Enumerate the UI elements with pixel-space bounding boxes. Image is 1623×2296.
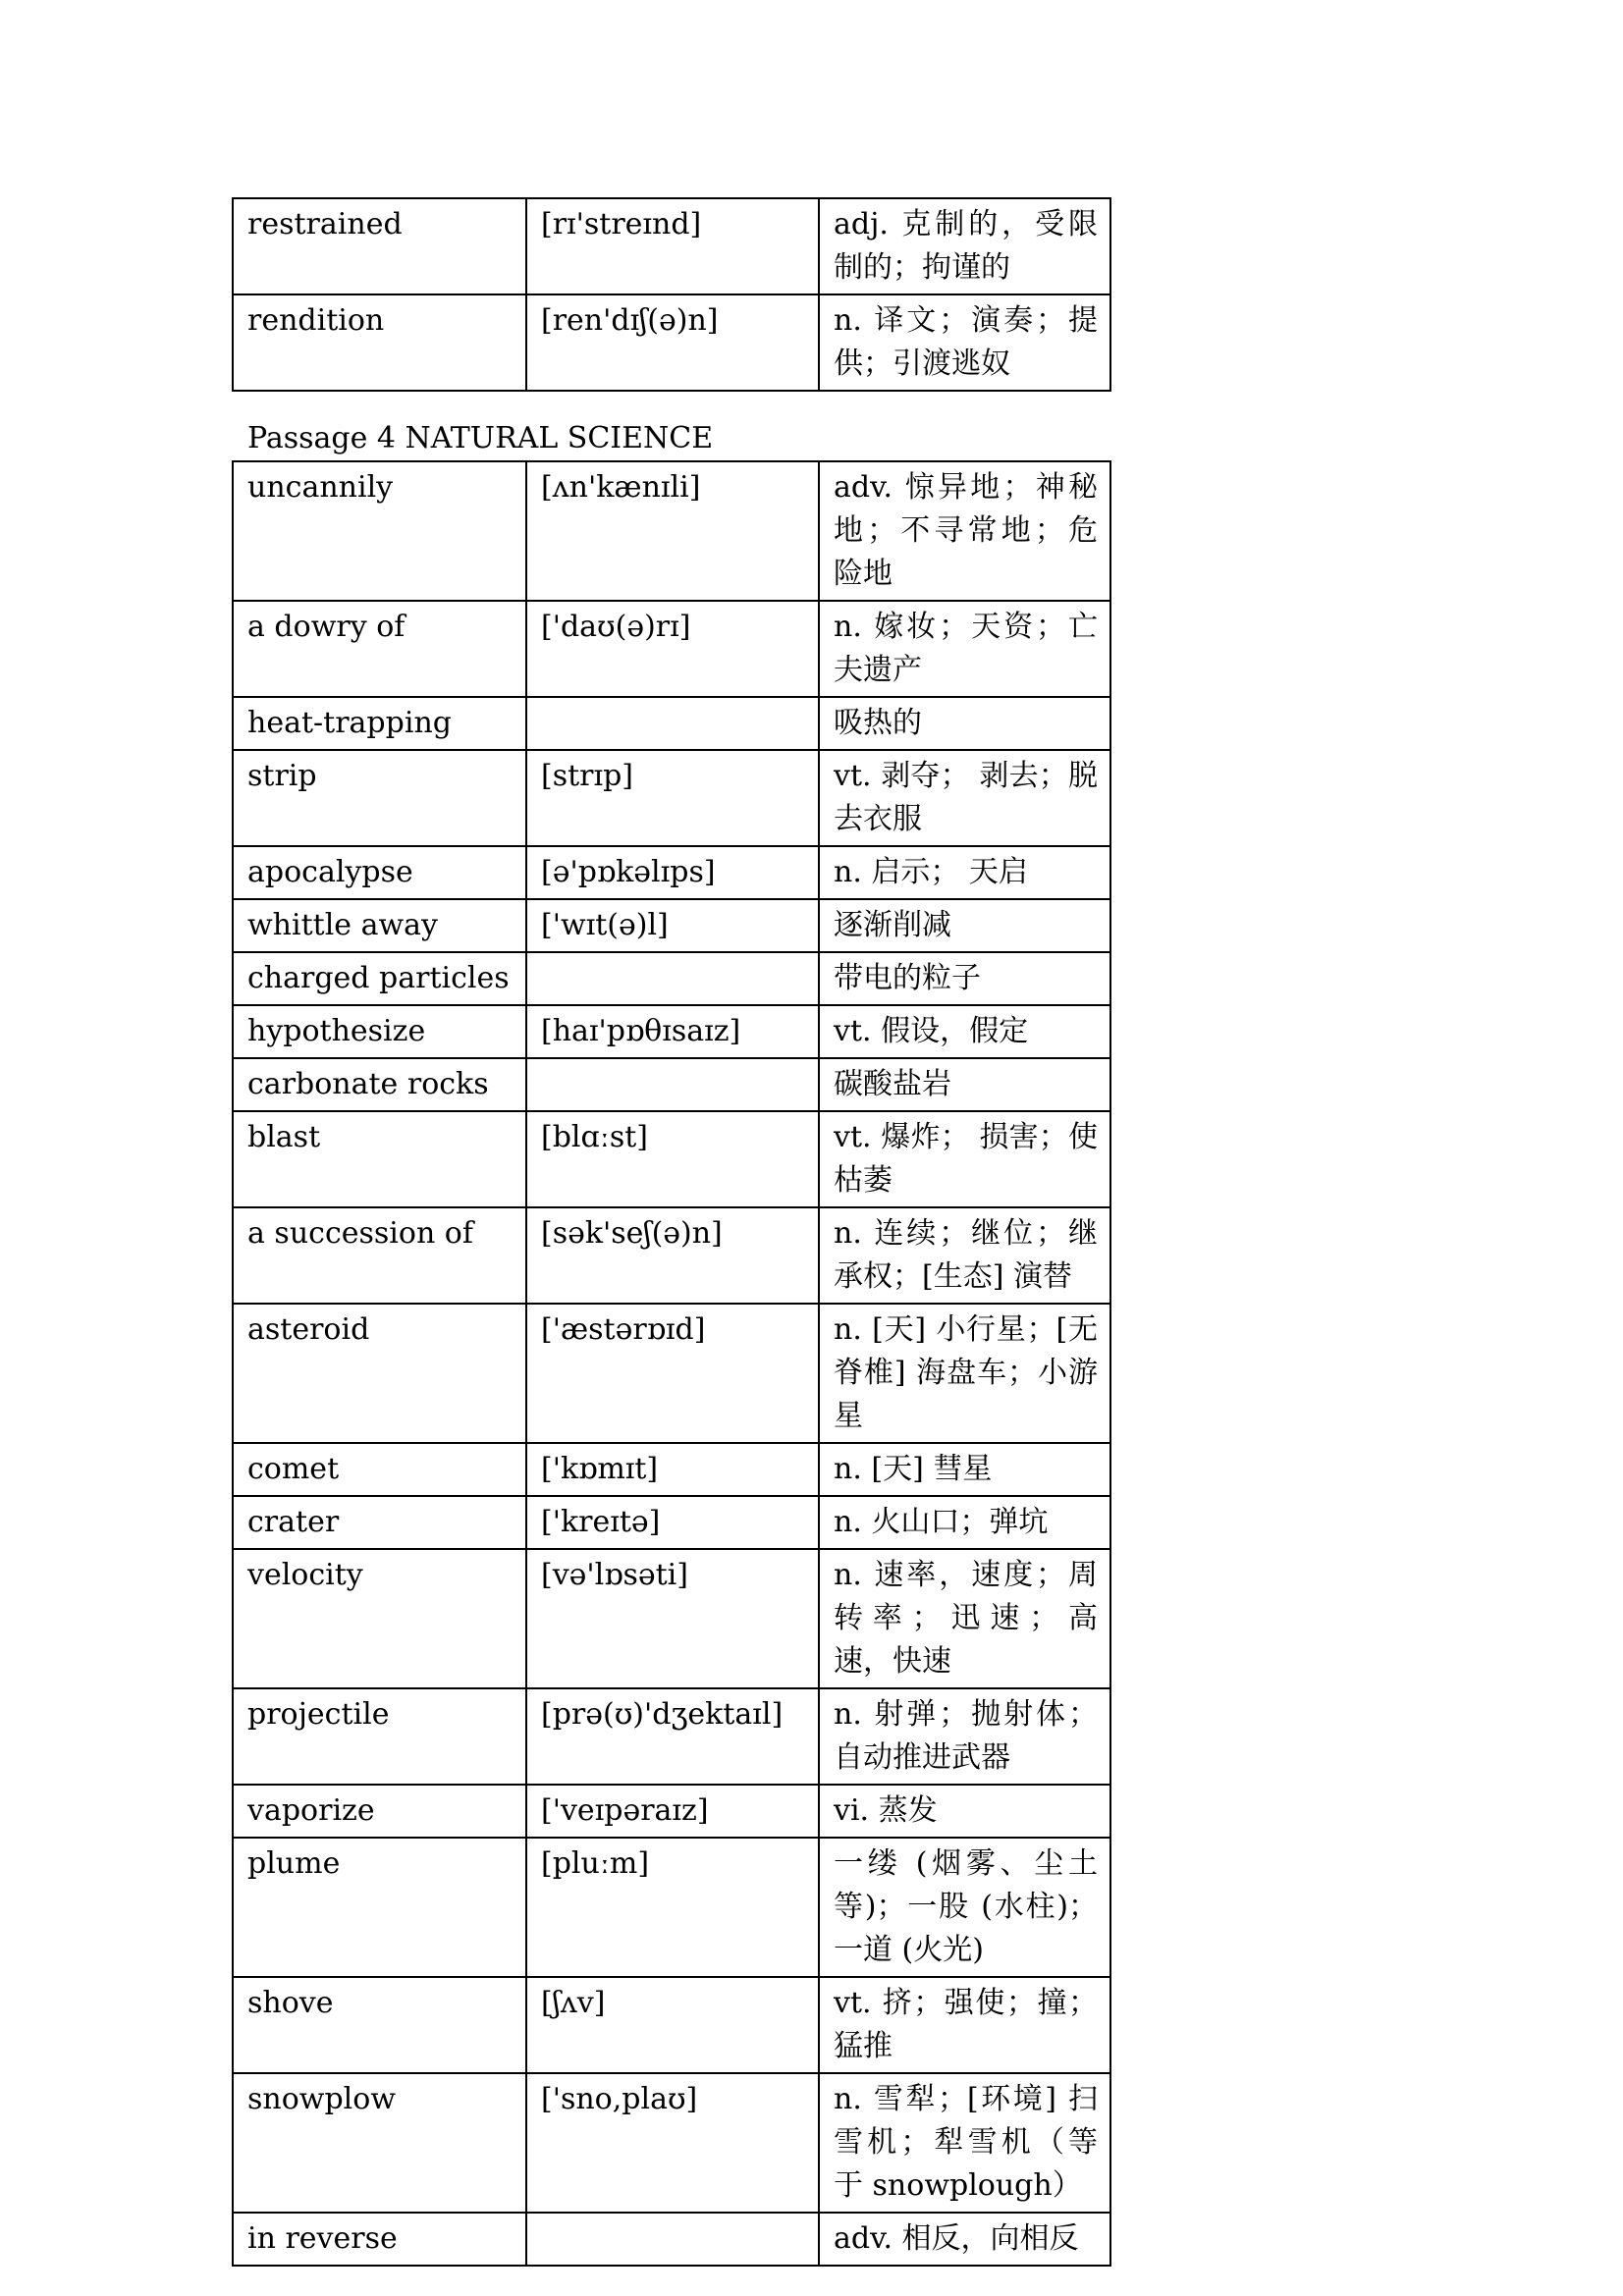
- phonetic-cell: [pluːm]: [526, 1838, 819, 1977]
- definition-cell: 逐渐削减: [819, 899, 1110, 952]
- word-cell: blast: [233, 1111, 526, 1207]
- table-row: [233, 294, 1110, 391]
- definition-cell: vi. 蒸发: [819, 1785, 1110, 1838]
- vocab-table-2: [232, 460, 1111, 2267]
- phonetic-cell: [ʌn'kænɪli]: [526, 461, 819, 601]
- word-cell: snowplow: [233, 2073, 526, 2213]
- phonetic-cell: ['daʊ(ə)rɪ]: [526, 601, 819, 697]
- table-row: [233, 750, 1110, 846]
- phonetic-cell: ['sno,plaʊ]: [526, 2073, 819, 2213]
- phonetic-cell: [ren'dɪʃ(ə)n]: [526, 294, 819, 391]
- table-row: [233, 1688, 1110, 1785]
- phonetic-cell: [526, 697, 819, 750]
- word-cell: in reverse: [233, 2213, 526, 2266]
- definition-cell: n. [天] 彗星: [819, 1443, 1110, 1496]
- word-cell: hypothesize: [233, 1005, 526, 1058]
- phonetic-cell: [ʃʌv]: [526, 1977, 819, 2073]
- table-row: [233, 1443, 1110, 1496]
- definition-cell: n. 火山口；弹坑: [819, 1496, 1110, 1549]
- table-row: [233, 1005, 1110, 1058]
- definition-cell: 吸热的: [819, 697, 1110, 750]
- definition-cell: 一缕 (烟雾、尘土等)；一股 (水柱)；一道 (火光): [819, 1838, 1110, 1977]
- definition-cell: vt. 假设，假定: [819, 1005, 1110, 1058]
- word-cell: projectile: [233, 1688, 526, 1785]
- definition-cell: n. 启示； 天启: [819, 846, 1110, 899]
- table-row: [233, 952, 1110, 1005]
- word-cell: plume: [233, 1838, 526, 1977]
- table-row: [233, 846, 1110, 899]
- table-row: [233, 1111, 1110, 1207]
- definition-cell: n. 射弹；抛射体；自动推进武器: [819, 1688, 1110, 1785]
- phonetic-cell: [blɑːst]: [526, 1111, 819, 1207]
- word-cell: rendition: [233, 294, 526, 391]
- phonetic-cell: [sək'seʃ(ə)n]: [526, 1207, 819, 1304]
- word-cell: velocity: [233, 1549, 526, 1688]
- word-cell: vaporize: [233, 1785, 526, 1838]
- phonetic-cell: ['wɪt(ə)l]: [526, 899, 819, 952]
- definition-cell: n. 译文；演奏；提供；引渡逃奴: [819, 294, 1110, 391]
- phonetic-cell: [526, 952, 819, 1005]
- phonetic-cell: [və'lɒsəti]: [526, 1549, 819, 1688]
- word-cell: heat-trapping: [233, 697, 526, 750]
- definition-cell: adv. 相反，向相反: [819, 2213, 1110, 2266]
- phonetic-cell: ['æstərɒɪd]: [526, 1304, 819, 1443]
- phonetic-cell: [526, 2213, 819, 2266]
- vocab-table-1-body: [233, 198, 1110, 391]
- table-row: [233, 1058, 1110, 1111]
- phonetic-cell: [strɪp]: [526, 750, 819, 846]
- table-row: [233, 461, 1110, 601]
- table-row: [233, 697, 1110, 750]
- word-cell: crater: [233, 1496, 526, 1549]
- definition-cell: adv. 惊异地；神秘地；不寻常地；危险地: [819, 461, 1110, 601]
- word-cell: charged particles: [233, 952, 526, 1005]
- definition-cell: vt. 爆炸； 损害；使枯萎: [819, 1111, 1110, 1207]
- definition-cell: n. 嫁妆；天资；亡夫遗产: [819, 601, 1110, 697]
- definition-cell: adj. 克制的，受限制的；拘谨的: [819, 198, 1110, 294]
- vocab-table-2-body: [233, 461, 1110, 2266]
- table-row: [233, 1838, 1110, 1977]
- word-cell: shove: [233, 1977, 526, 2073]
- table-row: [233, 2073, 1110, 2213]
- phonetic-cell: [prə(ʊ)'dʒektaɪl]: [526, 1688, 819, 1785]
- table-row: [233, 1496, 1110, 1549]
- definition-cell: vt. 挤；强使；撞；猛推: [819, 1977, 1110, 2073]
- phonetic-cell: ['kɒmɪt]: [526, 1443, 819, 1496]
- word-cell: apocalypse: [233, 846, 526, 899]
- definition-cell: n. 连续；继位；继承权；[生态] 演替: [819, 1207, 1110, 1304]
- table-row: [233, 1207, 1110, 1304]
- phonetic-cell: ['veɪpəraɪz]: [526, 1785, 819, 1838]
- phonetic-cell: [ə'pɒkəlɪps]: [526, 846, 819, 899]
- table-row: [233, 1549, 1110, 1688]
- word-cell: restrained: [233, 198, 526, 294]
- word-cell: a dowry of: [233, 601, 526, 697]
- table-row: [233, 1977, 1110, 2073]
- phonetic-cell: ['kreɪtə]: [526, 1496, 819, 1549]
- table-row: [233, 198, 1110, 294]
- word-cell: comet: [233, 1443, 526, 1496]
- table-row: [233, 1304, 1110, 1443]
- table-row: [233, 2213, 1110, 2266]
- word-cell: carbonate rocks: [233, 1058, 526, 1111]
- vocab-table-1: [232, 197, 1111, 392]
- definition-cell: vt. 剥夺； 剥去；脱去衣服: [819, 750, 1110, 846]
- definition-cell: n. [天] 小行星；[无脊椎] 海盘车；小游星: [819, 1304, 1110, 1443]
- definition-cell: 碳酸盐岩: [819, 1058, 1110, 1111]
- word-cell: asteroid: [233, 1304, 526, 1443]
- table-row: [233, 899, 1110, 952]
- word-cell: whittle away: [233, 899, 526, 952]
- definition-cell: n. 速率，速度；周转率；迅速；高速，快速: [819, 1549, 1110, 1688]
- word-cell: a succession of: [233, 1207, 526, 1304]
- table-row: [233, 1785, 1110, 1838]
- table-row: [233, 601, 1110, 697]
- word-cell: strip: [233, 750, 526, 846]
- phonetic-cell: [526, 1058, 819, 1111]
- phonetic-cell: [haɪ'pɒθɪsaɪz]: [526, 1005, 819, 1058]
- definition-cell: 带电的粒子: [819, 952, 1110, 1005]
- definition-cell: n. 雪犁；[环境] 扫雪机；犁雪机（等于 snowplough）: [819, 2073, 1110, 2213]
- word-cell: uncannily: [233, 461, 526, 601]
- phonetic-cell: [rɪ'streɪnd]: [526, 198, 819, 294]
- passage-heading: Passage 4 NATURAL SCIENCE: [247, 421, 714, 455]
